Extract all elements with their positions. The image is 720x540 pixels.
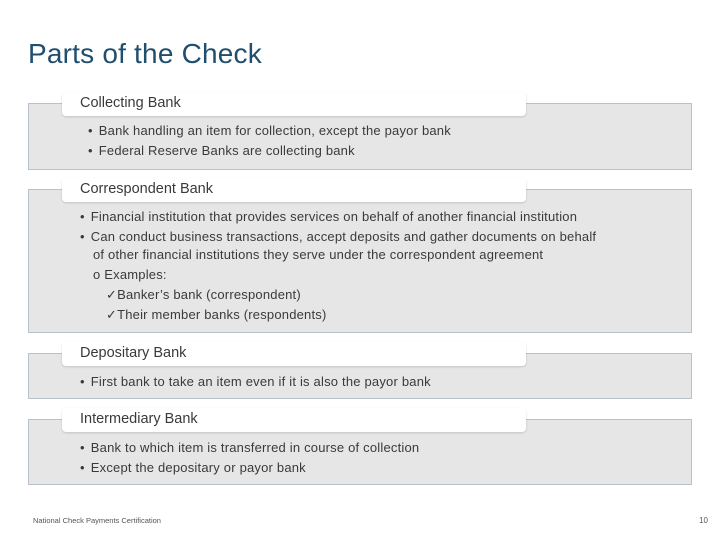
correspondent-bank-examples: o Examples: <box>93 267 167 282</box>
collecting-bank-bullet-2: • Federal Reserve Banks are collecting bank <box>88 143 355 158</box>
footer-text: National Check Payments Certification <box>33 516 161 525</box>
page-number: 10 <box>699 516 708 525</box>
depositary-bank-bullet-1: • First bank to take an item even if it is also the payor bank <box>80 374 431 389</box>
correspondent-bank-check-1: ✓Banker’s bank (correspondent) <box>106 287 301 302</box>
intermediary-bank-bullet-1: • Bank to which item is transferred in course of collection <box>80 440 419 455</box>
collecting-bank-heading: Collecting Bank <box>62 92 526 116</box>
correspondent-bank-bullet-1: • Financial institution that provides services on behalf of another financial institution <box>80 209 577 224</box>
intermediary-bank-heading: Intermediary Bank <box>62 408 526 432</box>
intermediary-bank-bullet-2: • Except the depositary or payor bank <box>80 460 306 475</box>
correspondent-bank-bullet-2-cont: of other financial institutions they serve under the correspondent agreement <box>93 247 544 262</box>
correspondent-bank-heading: Correspondent Bank <box>62 178 526 202</box>
page-title: Parts of the Check <box>28 38 262 69</box>
correspondent-bank-check-2: ✓Their member banks (respondents) <box>106 307 327 322</box>
collecting-bank-bullet-1: • Bank handling an item for collection, except the payor bank <box>88 123 451 138</box>
correspondent-bank-bullet-2: • Can conduct business transactions, accept deposits and gather documents on behalf <box>80 229 596 244</box>
depositary-bank-heading: Depositary Bank <box>62 342 526 366</box>
